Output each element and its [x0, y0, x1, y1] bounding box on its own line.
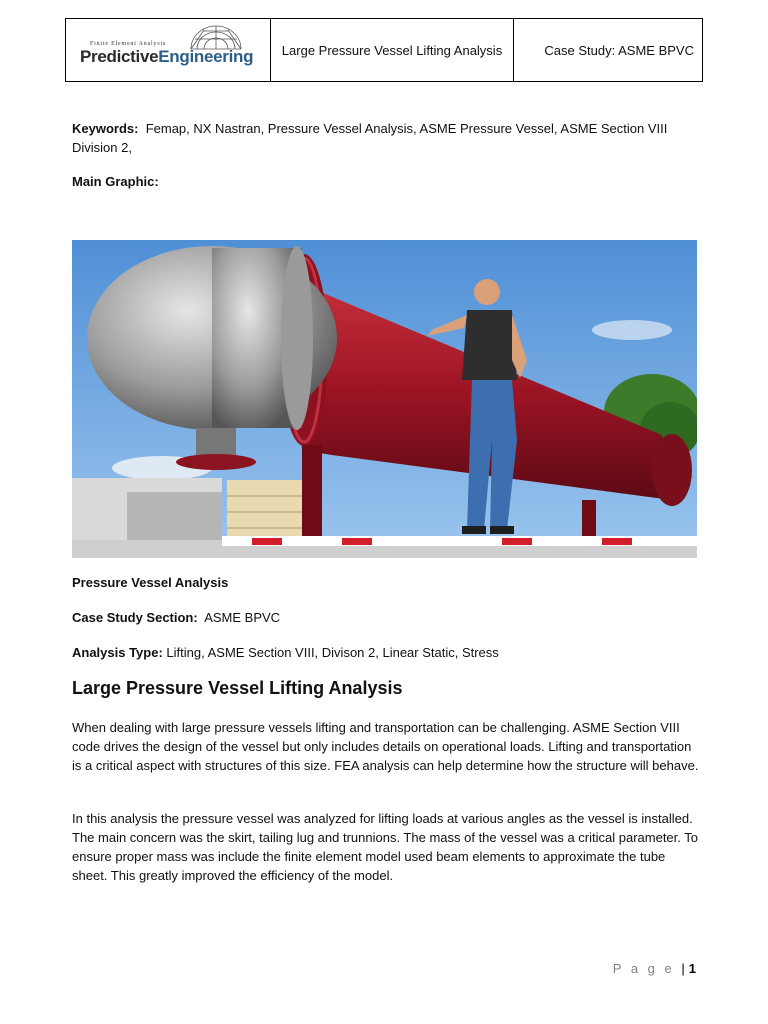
page-footer [613, 961, 696, 976]
keywords-label: Keywords: [72, 121, 139, 136]
article-paragraph-1: When dealing with large pressure vessels lifting and transportation can be challenging. ASME Section VIII code drives the design of the vessel but only includes details on operational loads. Lifting and transportation is a critical aspect with structures of this size. FEA analysis can help determine how the structure will behave. [72, 720, 699, 773]
keywords-value-line2: Division 2, [72, 140, 132, 155]
pressure-vessel-photo [72, 240, 697, 558]
article-paragraph-2: In this analysis the pressure vessel was analyzed for lifting loads at various angles as the vessel is installed. The main concern was the skirt, tailing lug and trunnions. The mass of the vessel was a critical parameter. To ensure proper mass was include the finite element model used beam elements to approximate the tube sheet. This greatly improved the efficiency of the model. [72, 811, 698, 883]
analysis-type [72, 643, 499, 662]
page-separator: | [681, 961, 685, 976]
header-case-study: Case Study: ASME BPVC [544, 42, 694, 58]
keywords-paragraph [72, 119, 698, 157]
page-number: 1 [688, 961, 696, 976]
case-study-section [72, 608, 280, 627]
case-study-section-label: Case Study Section: [72, 610, 198, 625]
case-study-section-value: ASME BPVC [204, 610, 281, 625]
keywords-value: Femap, NX Nastran, Pressure Vessel Analysis, ASME Pressure Vessel, ASME Section VIII [145, 121, 668, 136]
page-label: P a g e [612, 961, 675, 976]
analysis-type-label: Analysis Type: [72, 645, 163, 660]
logo-tagline: Finite Element Analysis [90, 41, 167, 47]
summary-heading: Pressure Vessel Analysis [72, 575, 229, 590]
article-title: Large Pressure Vessel Lifting Analysis [72, 678, 403, 698]
header-title: Large Pressure Vessel Lifting Analysis [271, 19, 514, 81]
main-graphic-label: Main Graphic: [72, 174, 159, 189]
company-logo [66, 19, 271, 81]
header-table [65, 18, 703, 82]
analysis-type-value: Lifting, ASME Section VIII, Divison 2, Linear Static, Stress [166, 645, 499, 660]
logo-wordmark: PredictiveEngineering [80, 47, 254, 66]
